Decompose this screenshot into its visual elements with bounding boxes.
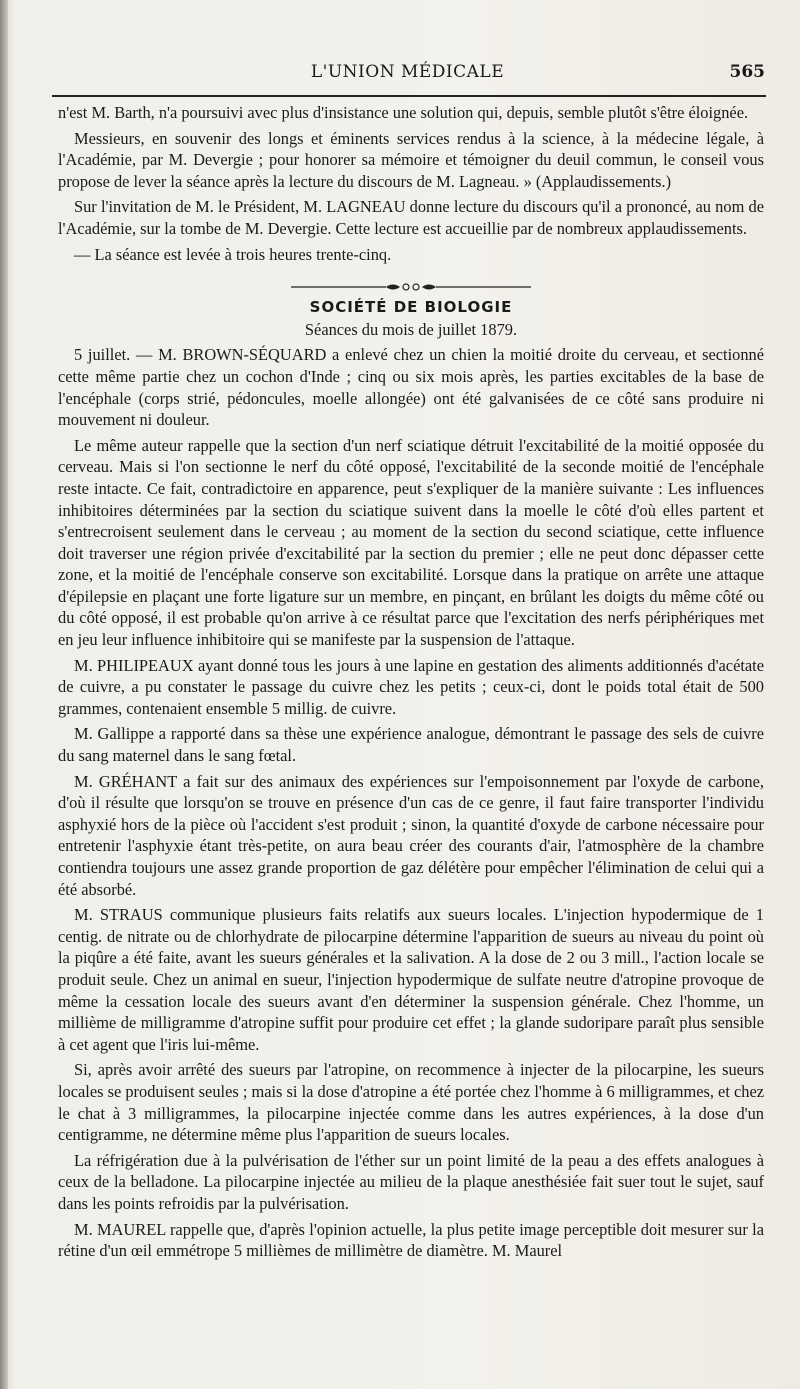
paragraph: M. GRÉHANT a fait sur des animaux des expériences sur l'empoisonnement par l'oxyde de carbone, d'où il résulte que lorsqu'on se trouve en présence d'un cas de ce genre, il faut faire transporter l'individu asphyxié hors de la pièce où l'accident s'est produit ; sinon, la quantité d'oxyde de carbone nécessaire pour entretenir l'asphyxie étant très-petite, on aura beau créer des courants d'air, l'atmosphère de la chambre contiendra toujours une assez grande proportion de gaz délétère pour empêcher l'élimination de celui qui a été absorbé. xyxy=(58,771,764,899)
paragraph: Le même auteur rappelle que la section d'un nerf sciatique détruit l'excitabilité de la moitié opposée du cerveau. Mais si l'on sectionne le nerf du côté opposé, l'excitabilité de la seconde moitié de l'encéphale reste intacte. Ce fait, contradictoire en apparence, peut s'expliquer de la manière suivante : Les influences inhibitoires déterminées par la section du sciatique suivent dans la moelle le côté d'où elles partent et s'entrecroisent seulement dans le cerveau ; au moment de la section du second sciatique, cette influence doit traverser une région privée d'excitabilité par la section du premier ; elle ne peut donc dépasser cette zone, et la moitié de l'encéphale conserve son excitabilité. Lorsque dans la pratique on arrête une attaque d'épilepsie en plaçant une forte ligature sur un membre, en pinçant, en brûlant les doigts du même côté ou du côté opposé, il est probable qu'on arrive à ce résultat parce que l'excitation des nerfs périphériques met en jeu leur influence inhibitoire qui se manifeste par la suspension de l'attaque. xyxy=(58,435,764,650)
journal-title: L'UNION MÉDICALE xyxy=(310,62,505,82)
paragraph: Sur l'invitation de M. le Président, M. LAGNEAU donne lecture du discours qu'il a prononcé, au nom de l'Académie, sur la tombe de M. Devergie. Cette lecture est accueillie par de nombreux applaudissements. xyxy=(58,197,764,238)
paragraph: Si, après avoir arrêté des sueurs par l'atropine, on recommence à injecter de la pilocarpine, les sueurs locales se produisent seules ; mais si la dose d'atropine a été portée chez l'homme à 6 milligrammes, et chez le chat à 3 milligrammes, la pilocarpine injectée comme dans les autres expériences, à la dose d'un centigramme, ne détermine même plus l'apparition de sueurs locales. xyxy=(58,1060,764,1145)
article-body xyxy=(58,102,764,1262)
running-header xyxy=(50,60,765,86)
paragraph: M. Gallippe a rapporté dans sa thèse une expérience analogue, démontrant le passage des sels de cuivre du sang maternel dans le sang fœtal. xyxy=(58,724,764,766)
paragraph: Messieurs, en souvenir des longs et éminents services rendus à la science, à la médecine légale, à l'Académie, par M. Devergie ; pour honorer sa mémoire et témoigner du deuil commun, le conseil vous propose de lever la séance après la lecture du discours de M. Lagneau. » (Applaudissements.) xyxy=(58,128,764,191)
section-ornament xyxy=(58,277,764,291)
page-number: 565 xyxy=(729,62,765,82)
book-spine-shadow xyxy=(0,0,8,1389)
paragraph: — La séance est levée à trois heures trente-cinq. xyxy=(74,244,392,264)
section-title: SOCIÉTÉ DE BIOLOGIE xyxy=(309,298,513,317)
paragraph: 5 juillet. — M. BROWN-SÉQUARD a enlevé chez un chien la moitié droite du cerveau, et sectionné cette même partie chez un cochon d'Inde ; cinq ou six mois après, les parties excitables de la base de l'encéphale (corps strié, pédoncules, moelle allongée) ont été galvanisées de ce côté sans produire ni mouvement ni douleur. xyxy=(58,345,764,430)
section-subtitle: Séances du mois de juillet 1879. xyxy=(304,319,518,339)
paragraph: M. PHILIPEAUX ayant donné tous les jours à une lapine en gestation des aliments additionnés d'acétate de cuivre, a pu constater le passage du cuivre chez les petits ; ceux-ci, dont le poids total était de 500 grammes, contenaient ensemble 5 millig. de cuivre. xyxy=(58,655,764,718)
paragraph: M. MAUREL rappelle que, d'après l'opinion actuelle, la plus petite image perceptible doit mesurer sur la rétine d'un œil emmétrope 5 millièmes de millimètre de diamètre. M. Maurel xyxy=(58,1219,764,1261)
header-rule xyxy=(52,95,766,97)
paragraph: M. STRAUS communique plusieurs faits relatifs aux sueurs locales. L'injection hypodermique de 1 centig. de nitrate ou de chlorhydrate de pilocarpine détermine l'apparition de sueurs au niveau du point où la piqûre a été faite, avant les sueurs générales et la salivation. A la dose de 2 ou 3 mill., l'action locale se produit seule. Chez un animal en sueur, l'injection hypodermique de sulfate neutre d'atropine provoque de même la cessation locale des sueurs avant d'en déterminer la suspension générale. Chez l'homme, un millième de milligramme d'atropine suffit pour produire cet effet ; la glande sudoripare paraît plus sensible à cet agent que l'iris lui-même. xyxy=(58,905,764,1054)
paragraph: La réfrigération due à la pulvérisation de l'éther sur un point limité de la peau a des effets analogues à ceux de la belladone. La pilocarpine injectée au milieu de la plaque anesthésiée fait suer tout le sujet, sauf dans les points refroidis par la pulvérisation. xyxy=(58,1150,764,1213)
paragraph: n'est M. Barth, n'a poursuivi avec plus d'insistance une solution qui, depuis, semble plutôt s'être éloignée. xyxy=(58,103,749,122)
